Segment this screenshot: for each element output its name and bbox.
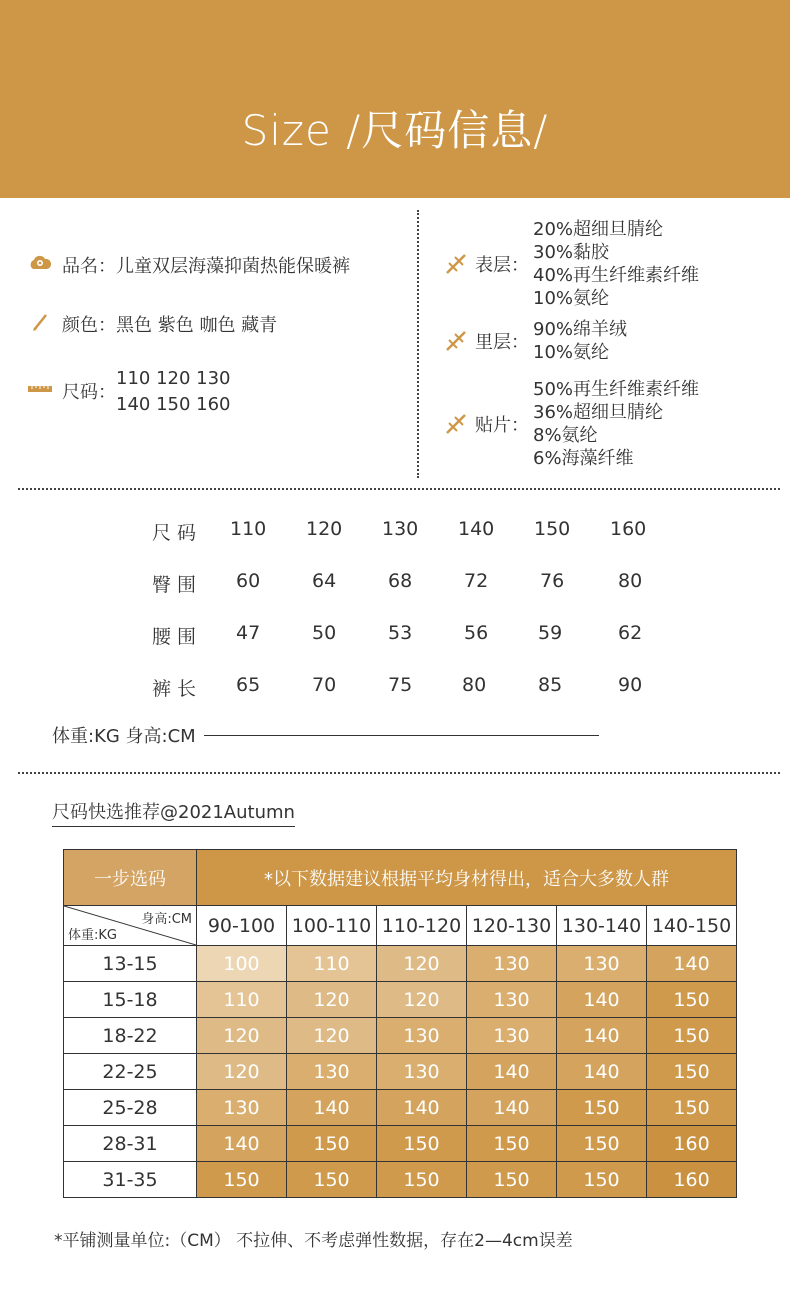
size-cell: 150: [557, 1090, 647, 1126]
measure-cell: 76: [540, 570, 565, 592]
size-cell: 140: [647, 946, 737, 982]
size-cell: 150: [647, 1018, 737, 1054]
measure-cell: 80: [462, 674, 487, 696]
height-range-header: 100-110: [287, 906, 377, 946]
table-row: [64, 1090, 737, 1126]
measure-cell: 140: [458, 518, 495, 540]
size-cell: 150: [287, 1126, 377, 1162]
size-row: [28, 368, 231, 418]
size-cell: 130: [287, 1054, 377, 1090]
size-cell: 140: [557, 1054, 647, 1090]
page-title: Size /尺码信息/: [241, 106, 549, 155]
measure-cell: 50: [312, 622, 337, 644]
material-value: 10%氨纶: [533, 288, 610, 309]
recommendation-body: [64, 946, 737, 1198]
size-cell: 150: [557, 1162, 647, 1198]
weight-range-cell: 28-31: [64, 1126, 197, 1162]
measure-cell: 60: [236, 570, 261, 592]
fiber-icon: [443, 411, 469, 437]
size-cell: 140: [287, 1090, 377, 1126]
table-row: [64, 982, 737, 1018]
height-range-header: 140-150: [647, 906, 737, 946]
measure-cell: 160: [610, 518, 647, 540]
fiber-icon: [443, 251, 469, 277]
material-inner-values: [533, 318, 627, 364]
size-cell: 140: [557, 1018, 647, 1054]
product-name-value: 儿童双层海藻抑菌热能保暖裤: [116, 256, 350, 277]
measure-cell: 53: [388, 622, 413, 644]
measure-cell: 130: [382, 518, 419, 540]
size-cell: 100: [197, 946, 287, 982]
table-row: [64, 1162, 737, 1198]
cloud-flower-icon: [28, 252, 52, 274]
pen-icon: [28, 311, 52, 333]
material-value: 36%超细旦腈纶: [533, 402, 664, 423]
measure-cell: 56: [464, 622, 489, 644]
table-row: [64, 1126, 737, 1162]
fiber-icon: [443, 328, 469, 354]
size-cell: 160: [647, 1126, 737, 1162]
measure-cell: 110: [230, 518, 267, 540]
measure-row-label: 裤 长: [152, 678, 197, 700]
measure-cell: 85: [538, 674, 563, 696]
measure-cell: 75: [388, 674, 413, 696]
weight-range-cell: 25-28: [64, 1090, 197, 1126]
size-cell: 150: [377, 1162, 467, 1198]
weight-height-label: 体重:KG 身高:CM: [52, 726, 196, 747]
size-cell: 120: [197, 1018, 287, 1054]
weight-height-note: [52, 722, 599, 748]
vertical-divider: [417, 210, 419, 478]
table-header-note: *以下数据建议根据平均身材得出，适合大多数人群: [197, 850, 737, 906]
measure-row: [0, 518, 790, 548]
color-value: 黑色 紫色 咖色 藏青: [116, 315, 278, 336]
size-cell: 130: [377, 1018, 467, 1054]
table-header-row: [64, 850, 737, 906]
product-name-label: 品名：: [62, 256, 116, 277]
weight-range-cell: 18-22: [64, 1018, 197, 1054]
diag-weight-label: 体重:KG: [68, 928, 117, 943]
note-rule: [204, 735, 599, 736]
diag-height-label: 身高:CM: [141, 912, 192, 927]
measure-cell: 150: [534, 518, 571, 540]
material-value: 90%绵羊绒: [533, 319, 628, 340]
material-value: 40%再生纤维素纤维: [533, 265, 700, 286]
size-values-line1: 110 120 130: [116, 368, 231, 389]
size-cell: 150: [647, 982, 737, 1018]
measure-cell: 68: [388, 570, 413, 592]
material-inner: [443, 318, 627, 364]
header-banner: [0, 0, 790, 198]
weight-range-cell: 31-35: [64, 1162, 197, 1198]
material-patch-values: [533, 378, 699, 470]
size-cell: 130: [467, 1018, 557, 1054]
section-divider: [18, 772, 780, 774]
material-value: 20%超细旦腈纶: [533, 219, 664, 240]
size-cell: 130: [467, 982, 557, 1018]
size-cell: 110: [287, 946, 377, 982]
color-row: [28, 311, 277, 337]
size-values-line2: 140 150 160: [116, 394, 231, 415]
measurement-footnote: *平铺测量单位:（CM） 不拉伸、不考虑弹性数据，存在2—4cm误差: [54, 1231, 573, 1251]
size-cell: 150: [197, 1162, 287, 1198]
product-name-row: [28, 252, 350, 278]
size-recommendation-table: [63, 849, 737, 1198]
measure-cell: 59: [538, 622, 563, 644]
weight-range-cell: 22-25: [64, 1054, 197, 1090]
height-range-header: 120-130: [467, 906, 557, 946]
table-row: [64, 946, 737, 982]
measure-cell: 62: [618, 622, 643, 644]
measure-row: [0, 570, 790, 600]
color-label: 颜色：: [62, 315, 116, 336]
size-cell: 130: [377, 1054, 467, 1090]
material-value: 8%氨纶: [533, 425, 598, 446]
size-cell: 130: [197, 1090, 287, 1126]
size-cell: 120: [197, 1054, 287, 1090]
size-cell: 160: [647, 1162, 737, 1198]
size-cell: 150: [287, 1162, 377, 1198]
size-label: 尺码：: [62, 382, 116, 403]
table-header-left: 一步选码: [64, 850, 197, 906]
height-range-header: 130-140: [557, 906, 647, 946]
height-range-header: 90-100: [197, 906, 287, 946]
size-cell: 140: [467, 1090, 557, 1126]
material-patch-label: 贴片：: [475, 415, 529, 436]
size-cell: 130: [467, 946, 557, 982]
measure-row-label: 尺 码: [152, 522, 197, 544]
measure-cell: 47: [236, 622, 261, 644]
height-header-row: [64, 906, 737, 946]
size-cell: 140: [197, 1126, 287, 1162]
weight-range-cell: 15-18: [64, 982, 197, 1018]
measure-row-label: 臀 围: [152, 574, 197, 596]
size-cell: 150: [377, 1126, 467, 1162]
material-value: 30%黏胶: [533, 242, 610, 263]
size-cell: 120: [377, 946, 467, 982]
material-value: 6%海藻纤维: [533, 448, 634, 469]
size-cell: 150: [557, 1126, 647, 1162]
size-cell: 150: [467, 1162, 557, 1198]
material-outer-label: 表层：: [475, 255, 529, 276]
size-cell: 150: [467, 1126, 557, 1162]
measure-cell: 80: [618, 570, 643, 592]
ruler-icon: [28, 378, 52, 400]
quick-select-title: 尺码快选推荐@2021Autumn: [52, 798, 295, 827]
measure-cell: 72: [464, 570, 489, 592]
size-cell: 140: [557, 982, 647, 1018]
weight-range-cell: 13-15: [64, 946, 197, 982]
product-info: [0, 198, 790, 488]
material-patch: [443, 378, 699, 470]
material-value: 50%再生纤维素纤维: [533, 379, 700, 400]
size-cell: 130: [557, 946, 647, 982]
size-cell: 110: [197, 982, 287, 1018]
material-value: 10%氨纶: [533, 342, 610, 363]
measure-cell: 65: [236, 674, 261, 696]
size-cell: 120: [287, 982, 377, 1018]
measure-row-label: 腰 围: [152, 626, 197, 648]
size-cell: 140: [377, 1090, 467, 1126]
measure-row: [0, 674, 790, 704]
material-outer: [443, 218, 699, 310]
material-outer-values: [533, 218, 699, 310]
measure-cell: 90: [618, 674, 643, 696]
size-values: [116, 366, 231, 418]
size-cell: 140: [467, 1054, 557, 1090]
section-divider: [18, 488, 780, 490]
table-row: [64, 1054, 737, 1090]
measure-cell: 120: [306, 518, 343, 540]
measure-cell: 64: [312, 570, 337, 592]
size-cell: 120: [287, 1018, 377, 1054]
size-cell: 120: [377, 982, 467, 1018]
height-range-header: 110-120: [377, 906, 467, 946]
diagonal-header-cell: [64, 906, 197, 946]
size-cell: 150: [647, 1090, 737, 1126]
material-inner-label: 里层：: [475, 332, 529, 353]
size-cell: 150: [647, 1054, 737, 1090]
table-row: [64, 1018, 737, 1054]
measure-row: [0, 622, 790, 652]
measure-cell: 70: [312, 674, 337, 696]
